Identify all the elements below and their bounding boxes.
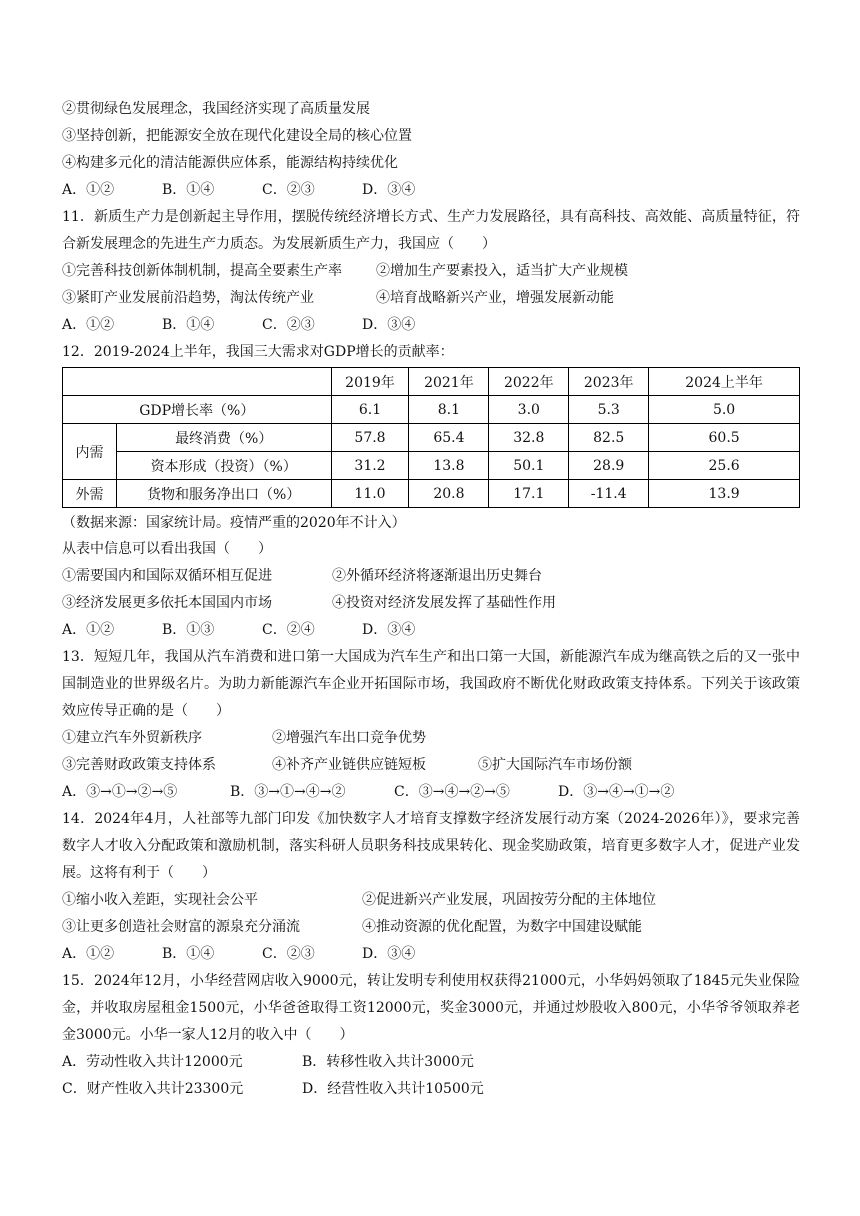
- q14-statement-2: ②促进新兴产业发展，巩固按劳分配的主体地位: [362, 892, 656, 908]
- q13-options: [62, 779, 800, 806]
- table-row-gdp: [63, 396, 800, 424]
- q14-option-b[interactable]: B．①④: [162, 946, 215, 962]
- q11-statement-4: ④培育战略新兴产业，增强发展新动能: [376, 290, 614, 306]
- q11-stem: 11．新质生产力是创新起主导作用，摆脱传统经济增长方式、生产力发展路径，具有高科技、高效能、高质量特征，符合新发展理念的先进生产力质态。为发展新质生产力，我国应（ ）: [62, 209, 800, 252]
- table-header-2019: 2019年: [331, 368, 409, 396]
- q13-option-c[interactable]: C．③→④→②→⑤: [394, 784, 510, 800]
- q15-option-b[interactable]: B．转移性收入共计3000元: [302, 1054, 474, 1070]
- table-cell: 5.3: [569, 396, 649, 424]
- row-label-gdp: GDP增长率（%）: [63, 396, 332, 424]
- table-cell: 5.0: [649, 396, 800, 424]
- q15-options-row-2: [62, 1076, 800, 1103]
- q11-option-b[interactable]: B．①④: [162, 317, 215, 333]
- table-cell: 57.8: [331, 424, 409, 452]
- q12-options: [62, 617, 800, 644]
- q14-option-c[interactable]: C．②③: [262, 946, 315, 962]
- q11-statement-1: ①完善科技创新体制机制，提高全要素生产率: [62, 263, 342, 279]
- q12-option-c[interactable]: C．②④: [262, 622, 315, 638]
- row-label-netexport: 货物和服务净出口（%）: [116, 480, 331, 508]
- q13-statement-5: ⑤扩大国际汽车市场份额: [478, 757, 632, 773]
- table-corner-cell: [63, 368, 332, 396]
- q14-statement-3: ③让更多创造社会财富的源泉充分涌流: [62, 919, 300, 935]
- q11-statement-2: ②增加生产要素投入，适当扩大产业规模: [376, 263, 628, 279]
- q14-statement-1: ①缩小收入差距，实现社会公平: [62, 892, 258, 908]
- row-label-investment: 资本形成（投资）（%）: [116, 452, 331, 480]
- q13-statement-2: ②增强汽车出口竞争优势: [272, 730, 426, 746]
- q15-option-d[interactable]: D．经营性收入共计10500元: [302, 1081, 484, 1097]
- q10-option-b[interactable]: B．①④: [162, 182, 215, 198]
- table-cell: 20.8: [409, 480, 489, 508]
- q12-option-b[interactable]: B．①③: [162, 622, 215, 638]
- table-cell: 65.4: [409, 424, 489, 452]
- q13-statements-row-2: [62, 752, 800, 779]
- q10-option-c[interactable]: C．②③: [262, 182, 315, 198]
- gdp-contribution-table: [62, 367, 800, 508]
- q14-statement-4: ④推动资源的优化配置，为数字中国建设赋能: [362, 919, 642, 935]
- q11-statements-row-1: [62, 258, 800, 285]
- q14-option-a[interactable]: A．①②: [62, 946, 115, 962]
- table-cell: 8.1: [409, 396, 489, 424]
- q12-question: 从表中信息可以看出我国（ ）: [62, 541, 272, 557]
- table-cell: 6.1: [331, 396, 409, 424]
- q10-statement-2: ②贯彻绿色发展理念，我国经济实现了高质量发展: [62, 101, 370, 117]
- table-header-2023: 2023年: [569, 368, 649, 396]
- table-header-2024h1: 2024上半年: [649, 368, 800, 396]
- q14-stem: 14．2024年4月，人社部等九部门印发《加快数字人才培育支撑数字经济发展行动方案（2024-2026年）》，要求完善数字人才收入分配政策和激励机制，落实科研人员职务科技成果转化、现金奖励政策，培育更多数字人才，促进产业发展。这将有利于（ ）: [62, 811, 800, 881]
- exam-page: [62, 96, 800, 1103]
- table-header-row: [63, 368, 800, 396]
- table-cell: 11.0: [331, 480, 409, 508]
- table-header-2022: 2022年: [489, 368, 569, 396]
- q10-option-d[interactable]: D．③④: [362, 182, 416, 198]
- table-cell: 3.0: [489, 396, 569, 424]
- q14-option-d[interactable]: D．③④: [362, 946, 416, 962]
- q13-statement-4: ④补齐产业链供应链短板: [272, 757, 426, 773]
- q12-statements-row-1: [62, 563, 800, 590]
- q11-options: [62, 312, 800, 339]
- q12-statement-3: ③经济发展更多依托本国国内市场: [62, 595, 272, 611]
- table-cell: 32.8: [489, 424, 569, 452]
- q13-option-a[interactable]: A．③→①→②→⑤: [62, 784, 178, 800]
- q11-statements-row-2: [62, 285, 800, 312]
- table-cell: 82.5: [569, 424, 649, 452]
- q15-stem: 15．2024年12月，小华经营网店收入9000元，转让发明专利使用权获得21000元，小华妈妈领取了1845元失业保险金，并收取房屋租金1500元，小华爸爸取得工资12000元，奖金3000元，并通过炒股收入800元，小华爷爷领取养老金3000元。小华一家人12月的收入中（ ）: [62, 973, 800, 1043]
- row-label-consumption: 最终消费（%）: [116, 424, 331, 452]
- table-cell: 50.1: [489, 452, 569, 480]
- table-cell: 60.5: [649, 424, 800, 452]
- q12-stem: 12．2019-2024上半年，我国三大需求对GDP增长的贡献率：: [62, 344, 454, 360]
- q15-option-a[interactable]: A．劳动性收入共计12000元: [62, 1054, 243, 1070]
- q12-statements-row-2: [62, 590, 800, 617]
- table-cell: 13.8: [409, 452, 489, 480]
- table-row-investment: [63, 452, 800, 480]
- row-group-foreign: 外需: [63, 480, 117, 508]
- row-group-domestic: 内需: [63, 424, 117, 480]
- q11-statement-3: ③紧盯产业发展前沿趋势，淘汰传统产业: [62, 290, 314, 306]
- q10-statement-4: ④构建多元化的清洁能源供应体系，能源结构持续优化: [62, 155, 398, 171]
- q10-statement-3: ③坚持创新，把能源安全放在现代化建设全局的核心位置: [62, 128, 412, 144]
- q11-option-c[interactable]: C．②③: [262, 317, 315, 333]
- q13-option-d[interactable]: D．③→④→①→②: [558, 784, 675, 800]
- q14-options: [62, 941, 800, 968]
- q12-statement-1: ①需要国内和国际双循环相互促进: [62, 568, 272, 584]
- q12-statement-4: ④投资对经济发展发挥了基础性作用: [332, 595, 556, 611]
- q13-statement-3: ③完善财政政策支持体系: [62, 757, 216, 773]
- q10-option-a[interactable]: A．①②: [62, 182, 115, 198]
- q11-option-a[interactable]: A．①②: [62, 317, 115, 333]
- q14-statements-row-2: [62, 914, 800, 941]
- q13-statements-row-1: [62, 725, 800, 752]
- q12-option-d[interactable]: D．③④: [362, 622, 416, 638]
- q13-statement-1: ①建立汽车外贸新秩序: [62, 730, 202, 746]
- q13-option-b[interactable]: B．③→①→④→②: [230, 784, 346, 800]
- table-cell: 28.9: [569, 452, 649, 480]
- q15-options-row-1: [62, 1049, 800, 1076]
- q15-option-c[interactable]: C．财产性收入共计23300元: [62, 1081, 244, 1097]
- table-cell: 13.9: [649, 480, 800, 508]
- q11-option-d[interactable]: D．③④: [362, 317, 416, 333]
- q10-options: [62, 177, 800, 204]
- q14-statements-row-1: [62, 887, 800, 914]
- table-row-netexport: [63, 480, 800, 508]
- table-cell: 17.1: [489, 480, 569, 508]
- q13-stem: 13．短短几年，我国从汽车消费和进口第一大国成为汽车生产和出口第一大国，新能源汽车成为继高铁之后的又一张中国制造业的世界级名片。为助力新能源汽车企业开拓国际市场，我国政府不断优化财政政策支持体系。下列关于该政策效应传导正确的是（ ）: [62, 649, 800, 719]
- q12-statement-2: ②外循环经济将逐渐退出历史舞台: [332, 568, 542, 584]
- q12-data-source: （数据来源：国家统计局。疫情严重的2020年不计入）: [62, 515, 406, 531]
- table-row-consumption: [63, 424, 800, 452]
- q12-option-a[interactable]: A．①②: [62, 622, 115, 638]
- table-cell: 31.2: [331, 452, 409, 480]
- table-header-2021: 2021年: [409, 368, 489, 396]
- table-cell: 25.6: [649, 452, 800, 480]
- table-cell: -11.4: [569, 480, 649, 508]
